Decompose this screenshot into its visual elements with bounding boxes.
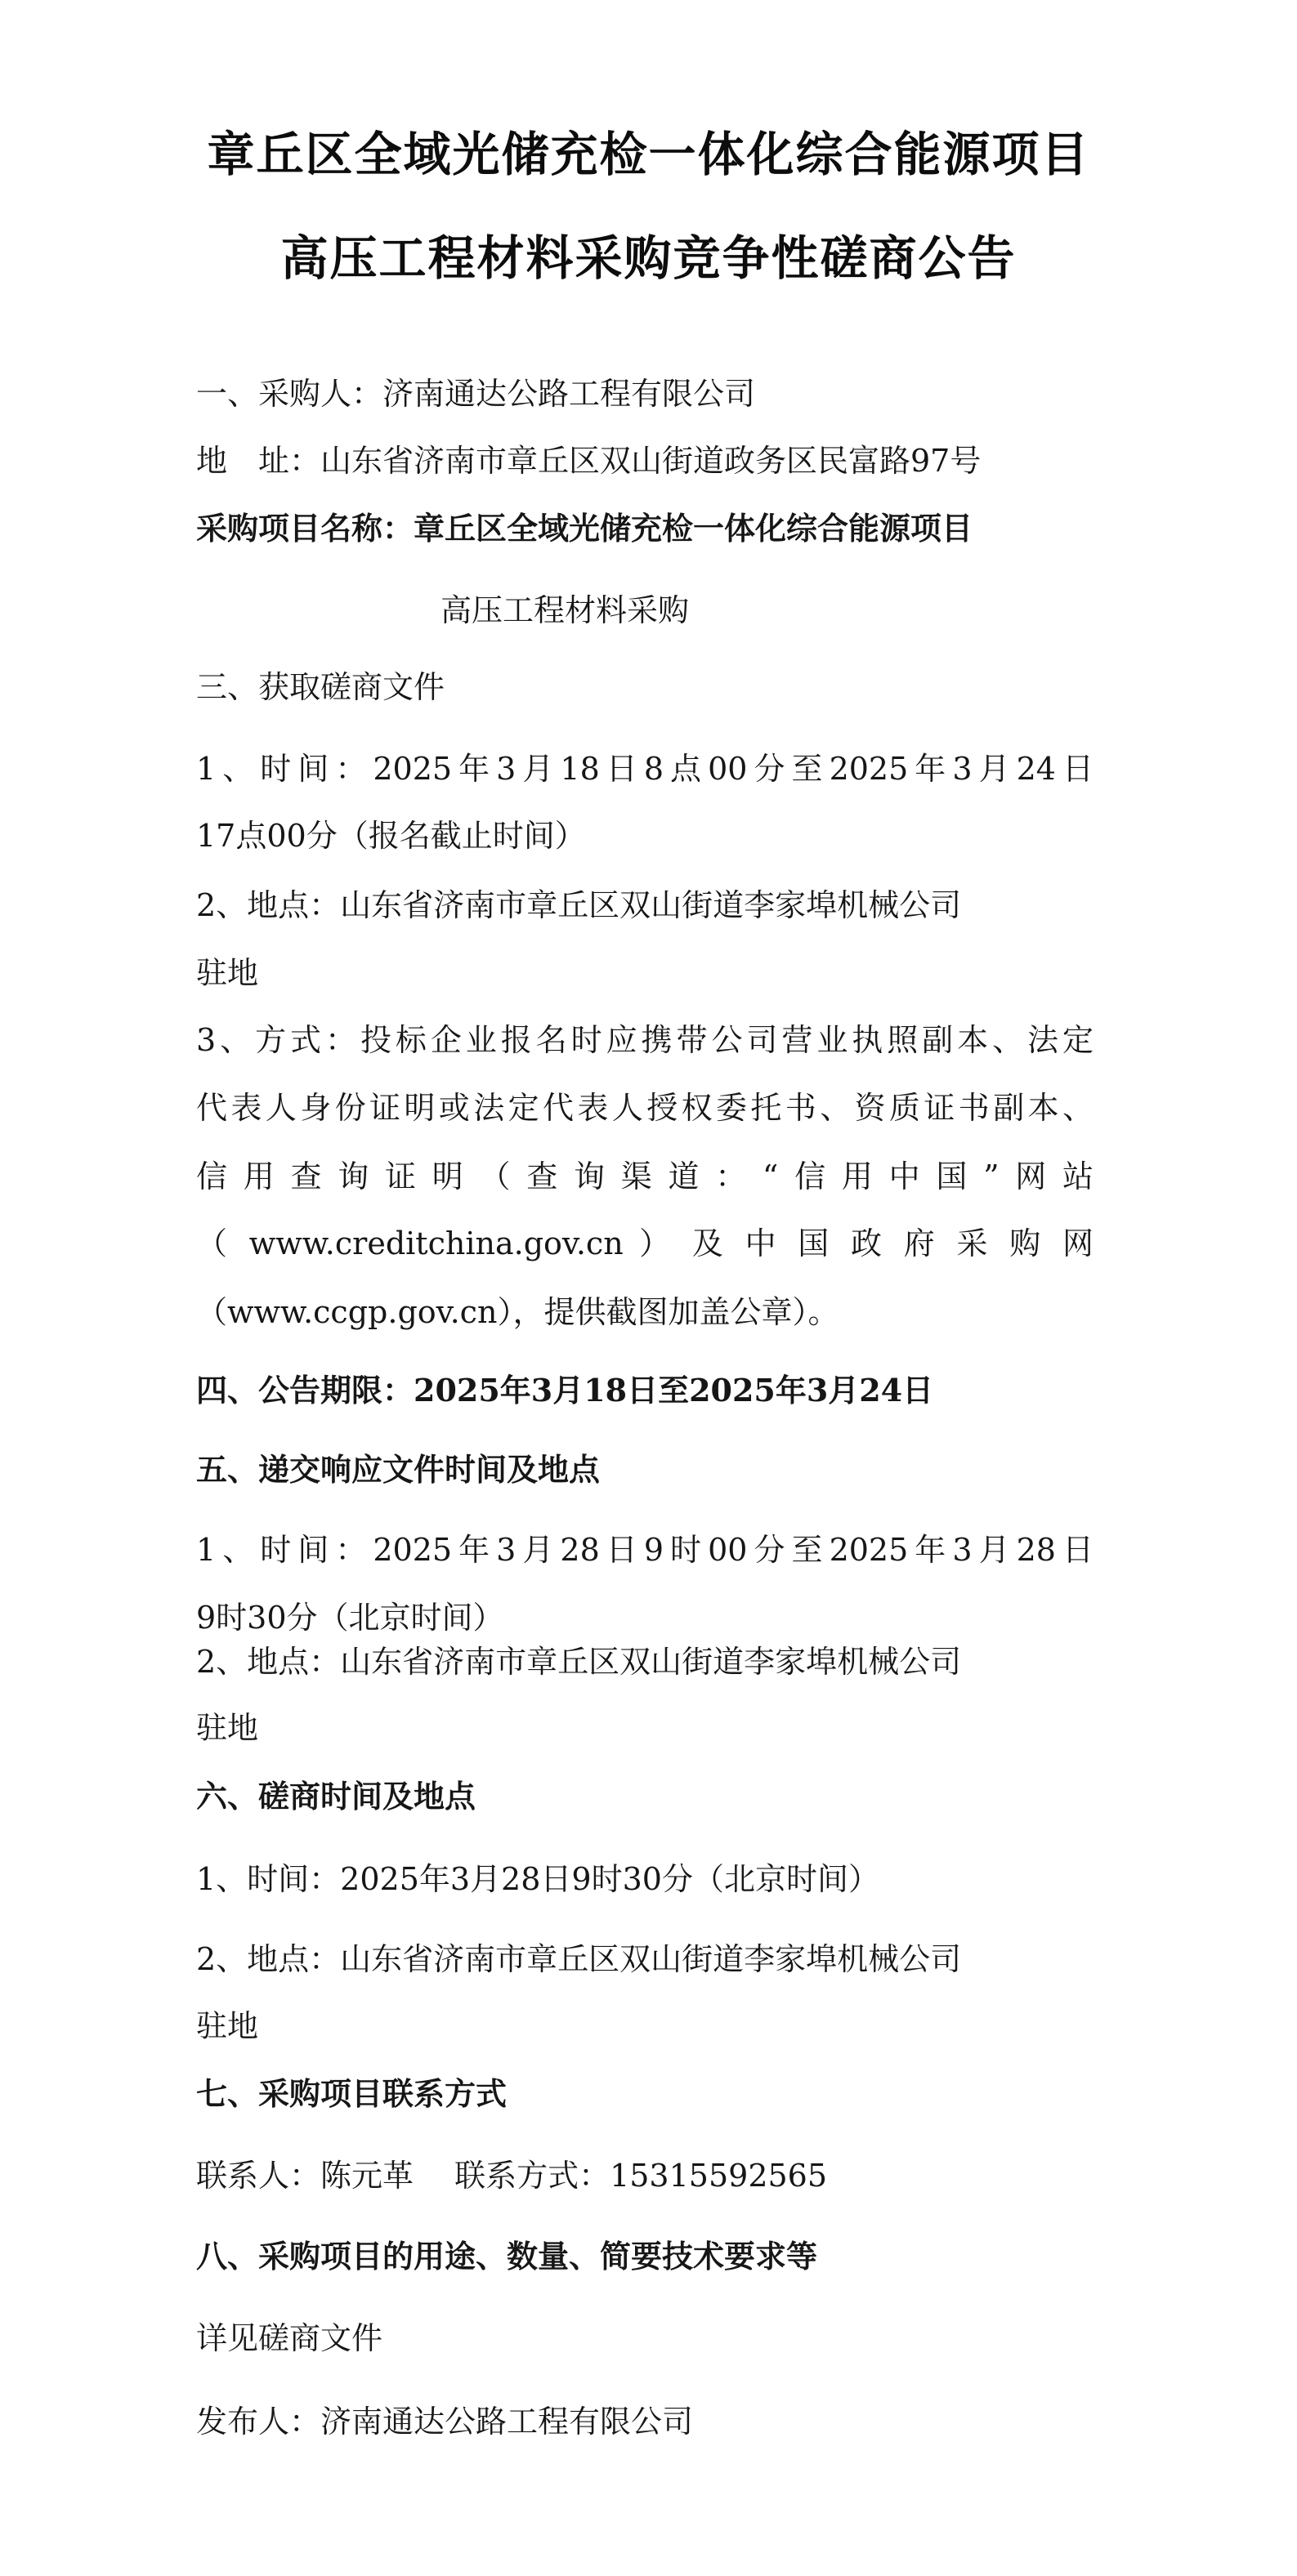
obtain-place-line-2: 驻地 bbox=[196, 955, 259, 991]
project-name-line-1: 采购项目名称：章丘区全域光储充检一体化综合能源项目 bbox=[196, 510, 973, 547]
submission-time-line-1: 1、时间：2025年3月28日9时00分至2025年3月28日 bbox=[196, 1532, 1094, 1568]
publisher: 发布人：济南通达公路工程有限公司 bbox=[196, 2404, 694, 2440]
negotiation-place-line-2: 驻地 bbox=[196, 2008, 259, 2044]
purchaser-address: 地 址：山东省济南市章丘区双山街道政务区民富路97号 bbox=[196, 443, 982, 479]
obtain-time-line-1: 1、时间：2025年3月18日8点00分至2025年3月24日 bbox=[196, 751, 1094, 787]
section-heading-submission: 五、递交响应文件时间及地点 bbox=[196, 1451, 601, 1488]
requirements-detail: 详见磋商文件 bbox=[196, 2320, 383, 2356]
project-name-line-2: 高压工程材料采购 bbox=[441, 592, 690, 628]
document-title-line-1: 章丘区全域光储充检一体化综合能源项目 bbox=[207, 127, 1090, 182]
contact-info: 联系人：陈元革 联系方式：15315592565 bbox=[196, 2158, 828, 2194]
obtain-method-line-1: 3、方式：投标企业报名时应携带公司营业执照副本、法定 bbox=[196, 1022, 1094, 1058]
obtain-method-line-5: （www.ccgp.gov.cn），提供截图加盖公章）。 bbox=[196, 1294, 839, 1330]
document-title-line-2: 高压工程材料采购竞争性磋商公告 bbox=[280, 230, 1017, 286]
submission-place-line-2: 驻地 bbox=[196, 1710, 259, 1746]
submission-time-line-2: 9时30分（北京时间） bbox=[196, 1600, 504, 1636]
announcement-period: 四、公告期限：2025年3月18日至2025年3月24日 bbox=[196, 1372, 934, 1409]
section-heading-negotiation: 六、磋商时间及地点 bbox=[196, 1778, 476, 1815]
section-heading-contact: 七、采购项目联系方式 bbox=[196, 2075, 508, 2112]
negotiation-place-line-1: 2、地点：山东省济南市章丘区双山街道李家埠机械公司 bbox=[196, 1941, 962, 1977]
submission-place-line-1: 2、地点：山东省济南市章丘区双山街道李家埠机械公司 bbox=[196, 1644, 962, 1680]
obtain-method-line-3: 信用查询证明（查询渠道：“信用中国”网站 bbox=[196, 1159, 1094, 1194]
section-heading-obtain-documents: 三、获取磋商文件 bbox=[196, 669, 445, 705]
negotiation-time: 1、时间：2025年3月28日9时30分（北京时间） bbox=[196, 1861, 879, 1897]
obtain-method-line-4: （ www.creditchina.gov.cn ） 及 中 国 政 府 采 购 网 bbox=[196, 1225, 1094, 1261]
obtain-time-line-2: 17点00分（报名截止时间） bbox=[196, 818, 586, 854]
section-heading-requirements: 八、采购项目的用途、数量、简要技术要求等 bbox=[196, 2238, 818, 2275]
purchaser-name: 一、采购人：济南通达公路工程有限公司 bbox=[196, 376, 756, 412]
obtain-method-line-2: 代表人身份证明或法定代表人授权委托书、资质证书副本、 bbox=[196, 1090, 1094, 1126]
obtain-place-line-1: 2、地点：山东省济南市章丘区双山街道李家埠机械公司 bbox=[196, 887, 962, 923]
